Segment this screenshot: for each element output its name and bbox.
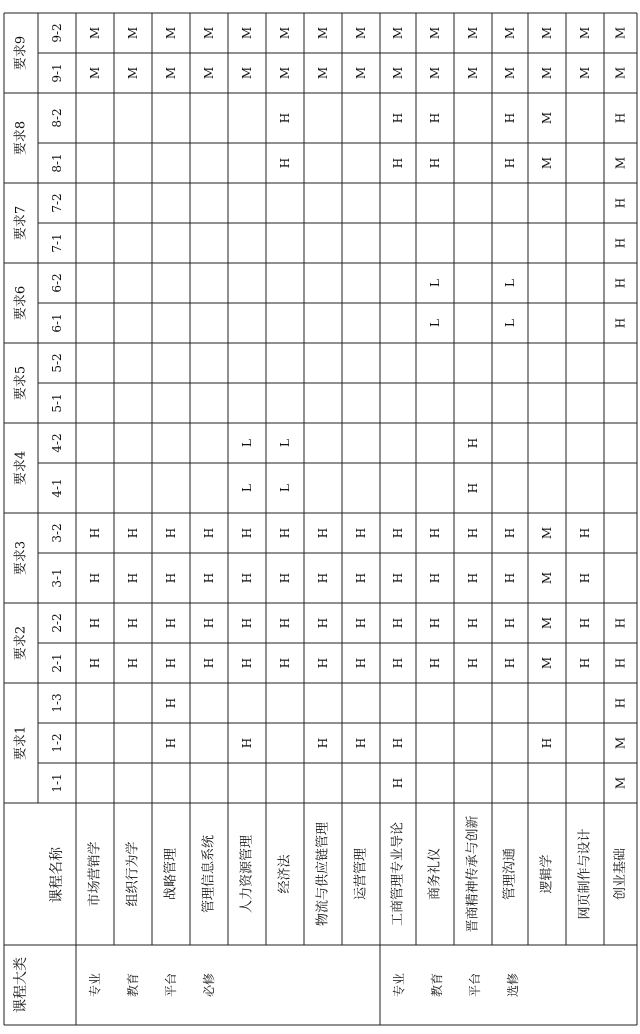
support-level-cell: M xyxy=(613,26,628,40)
support-level-cell: H xyxy=(164,527,178,539)
support-level-cell: M xyxy=(428,66,442,80)
requirement-sub-header: 5-2 xyxy=(50,353,64,373)
requirement-sub-header: 7-2 xyxy=(50,193,64,213)
support-level-cell: H xyxy=(278,527,292,539)
support-level-cell: H xyxy=(126,527,140,539)
support-level-cell: H xyxy=(278,572,292,584)
support-level-cell: M xyxy=(540,571,554,585)
support-level-cell: H xyxy=(503,157,517,169)
support-level-cell: M xyxy=(202,66,216,80)
support-level-cell: H xyxy=(391,112,405,124)
support-level-cell: H xyxy=(88,527,102,539)
course-category-label: 专业 xyxy=(88,972,102,998)
course-name: 市场营销学 xyxy=(87,841,103,907)
support-level-cell: L xyxy=(278,484,292,492)
support-level-cell: H xyxy=(578,617,592,629)
support-level-cell: H xyxy=(391,157,405,169)
support-level-cell: H xyxy=(354,572,368,584)
course-name: 商务礼仪 xyxy=(427,847,443,901)
support-level-cell: M xyxy=(540,656,554,670)
course-name: 管理信息系统 xyxy=(201,834,217,914)
requirement-sub-header: 5-1 xyxy=(50,393,64,413)
support-level-cell: H xyxy=(164,697,178,709)
support-level-cell: H xyxy=(613,317,628,329)
course-name: 网页制作与设计 xyxy=(577,828,593,920)
table-text xyxy=(12,23,628,1013)
requirement-sub-header: 1-1 xyxy=(50,773,64,793)
support-level-cell: H xyxy=(316,617,330,629)
support-level-cell: M xyxy=(164,66,178,80)
support-level-cell: M xyxy=(316,66,330,80)
support-level-cell: H xyxy=(466,657,480,669)
support-level-cell: M xyxy=(503,26,517,40)
support-level-cell: H xyxy=(278,112,292,124)
support-level-cell: H xyxy=(503,617,517,629)
support-level-cell: M xyxy=(578,66,592,80)
support-level-cell: H xyxy=(503,572,517,584)
support-level-cell: M xyxy=(278,66,292,80)
support-level-cell: H xyxy=(164,572,178,584)
support-level-cell: H xyxy=(466,617,480,629)
course-name: 战略管理 xyxy=(163,847,179,901)
support-level-cell: H xyxy=(540,737,554,749)
support-level-cell: H xyxy=(240,572,254,584)
course-category-label: 平台 xyxy=(164,972,178,998)
support-level-cell: M xyxy=(503,66,517,80)
support-level-cell: H xyxy=(391,657,405,669)
support-level-cell: M xyxy=(578,26,592,40)
support-level-cell: H xyxy=(126,657,140,669)
course-name: 创业基础 xyxy=(613,847,628,901)
requirement-header: 要求4 xyxy=(13,450,29,486)
support-level-cell: M xyxy=(613,736,628,750)
requirement-header: 要求8 xyxy=(13,120,29,156)
requirement-header: 要求6 xyxy=(13,285,29,321)
support-level-cell: H xyxy=(202,572,216,584)
support-level-cell: H xyxy=(391,737,405,749)
category-header-label: 课程大类 xyxy=(13,957,29,1013)
requirement-sub-header: 8-2 xyxy=(50,108,64,128)
support-level-cell: H xyxy=(428,112,442,124)
support-level-cell: M xyxy=(540,26,554,40)
support-level-cell: H xyxy=(316,737,330,749)
support-level-cell: M xyxy=(202,26,216,40)
course-name: 工商管理专业导论 xyxy=(390,821,406,927)
support-level-cell: M xyxy=(613,156,628,170)
requirement-sub-header: 1-3 xyxy=(50,693,64,713)
support-level-cell: H xyxy=(126,572,140,584)
support-level-cell: H xyxy=(278,657,292,669)
support-level-cell: H xyxy=(466,572,480,584)
requirement-sub-header: 9-2 xyxy=(50,23,64,43)
support-level-cell: M xyxy=(88,66,102,80)
requirement-sub-header: 4-1 xyxy=(50,478,64,498)
support-level-cell: H xyxy=(354,737,368,749)
support-level-cell: H xyxy=(578,572,592,584)
support-level-cell: M xyxy=(240,26,254,40)
support-level-cell: H xyxy=(240,657,254,669)
support-level-cell: M xyxy=(540,616,554,630)
support-level-cell: L xyxy=(240,484,254,492)
course-category-label: 平台 xyxy=(468,972,482,998)
support-level-cell: H xyxy=(391,572,405,584)
support-level-cell: H xyxy=(466,437,480,449)
support-level-cell: H xyxy=(316,657,330,669)
requirement-header: 要求1 xyxy=(13,725,29,761)
requirement-sub-header: 4-2 xyxy=(50,433,64,453)
support-level-cell: H xyxy=(391,617,405,629)
course-name: 组织行为学 xyxy=(125,841,141,907)
support-level-cell: L xyxy=(278,439,292,447)
support-level-cell: H xyxy=(503,657,517,669)
support-level-cell: H xyxy=(164,617,178,629)
support-level-cell: H xyxy=(316,527,330,539)
requirement-sub-header: 8-1 xyxy=(50,153,64,173)
requirement-sub-header: 6-1 xyxy=(50,313,64,333)
support-level-cell: M xyxy=(540,66,554,80)
course-name: 逻辑学 xyxy=(539,854,555,894)
support-level-cell: H xyxy=(428,572,442,584)
support-level-cell: M xyxy=(540,526,554,540)
support-level-cell: M xyxy=(240,66,254,80)
support-level-cell: H xyxy=(613,617,628,629)
support-level-cell: M xyxy=(466,26,480,40)
support-level-cell: M xyxy=(428,26,442,40)
support-level-cell: M xyxy=(540,111,554,125)
support-level-cell: M xyxy=(164,26,178,40)
course-name: 人力资源管理 xyxy=(239,834,255,914)
support-level-cell: H xyxy=(240,737,254,749)
requirement-sub-header: 2-2 xyxy=(50,613,64,633)
support-level-cell: H xyxy=(164,737,178,749)
course-category-label: 必修 xyxy=(202,972,216,998)
support-level-cell: H xyxy=(428,527,442,539)
support-level-cell: H xyxy=(354,527,368,539)
course-category-label: 教育 xyxy=(126,972,140,998)
support-level-cell: H xyxy=(391,527,405,539)
support-level-cell: H xyxy=(240,527,254,539)
support-level-cell: L xyxy=(240,439,254,447)
support-level-cell: H xyxy=(278,157,292,169)
support-level-cell: M xyxy=(278,26,292,40)
course-category-label: 选修 xyxy=(506,972,520,998)
course-name: 物流与供应链管理 xyxy=(315,821,331,927)
support-level-cell: H xyxy=(578,527,592,539)
support-level-cell: L xyxy=(503,279,517,287)
support-level-cell: H xyxy=(428,617,442,629)
support-level-cell: M xyxy=(613,776,628,790)
support-level-cell: H xyxy=(466,482,480,494)
course-category-label: 教育 xyxy=(430,972,444,998)
requirement-sub-header: 1-2 xyxy=(50,733,64,753)
support-level-cell: H xyxy=(278,617,292,629)
course-name: 晋商精神传承与创新 xyxy=(465,815,481,933)
support-level-cell: H xyxy=(164,657,178,669)
support-level-cell: H xyxy=(354,657,368,669)
support-level-cell: H xyxy=(613,697,628,709)
support-level-cell: H xyxy=(578,657,592,669)
support-level-cell: L xyxy=(503,319,517,327)
support-level-cell: H xyxy=(466,527,480,539)
support-level-cell: H xyxy=(613,657,628,669)
support-level-cell: M xyxy=(88,26,102,40)
support-level-cell: M xyxy=(466,66,480,80)
support-level-cell: H xyxy=(88,617,102,629)
support-level-cell: H xyxy=(391,777,405,789)
support-level-cell: M xyxy=(540,156,554,170)
course-header-label: 课程名称 xyxy=(49,847,65,903)
requirement-header: 要求5 xyxy=(13,365,29,401)
support-level-cell: M xyxy=(126,66,140,80)
support-level-cell: M xyxy=(391,26,405,40)
course-name: 管理沟通 xyxy=(502,847,518,901)
course-name: 运营管理 xyxy=(353,847,369,901)
support-level-cell: H xyxy=(613,237,628,249)
requirement-header: 要求9 xyxy=(13,35,29,71)
support-level-cell: H xyxy=(613,277,628,289)
requirement-header: 要求3 xyxy=(13,540,29,576)
support-level-cell: M xyxy=(391,66,405,80)
requirement-sub-header: 9-1 xyxy=(50,63,64,83)
requirement-sub-header: 3-1 xyxy=(50,568,64,588)
support-level-cell: H xyxy=(202,657,216,669)
support-level-cell: H xyxy=(503,527,517,539)
support-level-cell: M xyxy=(354,66,368,80)
support-level-cell: H xyxy=(126,617,140,629)
support-level-cell: M xyxy=(613,66,628,80)
support-level-cell: H xyxy=(613,112,628,124)
support-level-cell: H xyxy=(613,197,628,209)
support-level-cell: H xyxy=(240,617,254,629)
support-level-cell: L xyxy=(428,279,442,287)
support-level-cell: M xyxy=(126,26,140,40)
requirement-header: 要求2 xyxy=(13,625,29,661)
support-level-cell: H xyxy=(428,657,442,669)
support-level-cell: H xyxy=(88,572,102,584)
course-name: 经济法 xyxy=(277,854,293,894)
requirement-sub-header: 3-2 xyxy=(50,523,64,543)
support-level-cell: H xyxy=(354,617,368,629)
support-level-cell: H xyxy=(503,112,517,124)
support-level-cell: M xyxy=(354,26,368,40)
support-level-cell: H xyxy=(428,157,442,169)
support-level-cell: M xyxy=(316,26,330,40)
support-level-cell: L xyxy=(428,319,442,327)
requirement-sub-header: 6-2 xyxy=(50,273,64,293)
support-level-cell: H xyxy=(202,527,216,539)
requirement-sub-header: 7-1 xyxy=(50,233,64,253)
course-category-label: 专业 xyxy=(392,972,406,998)
support-level-cell: H xyxy=(202,617,216,629)
requirement-sub-header: 2-1 xyxy=(50,653,64,673)
requirement-header: 要求7 xyxy=(13,205,29,241)
support-level-cell: H xyxy=(88,657,102,669)
support-level-cell: H xyxy=(316,572,330,584)
